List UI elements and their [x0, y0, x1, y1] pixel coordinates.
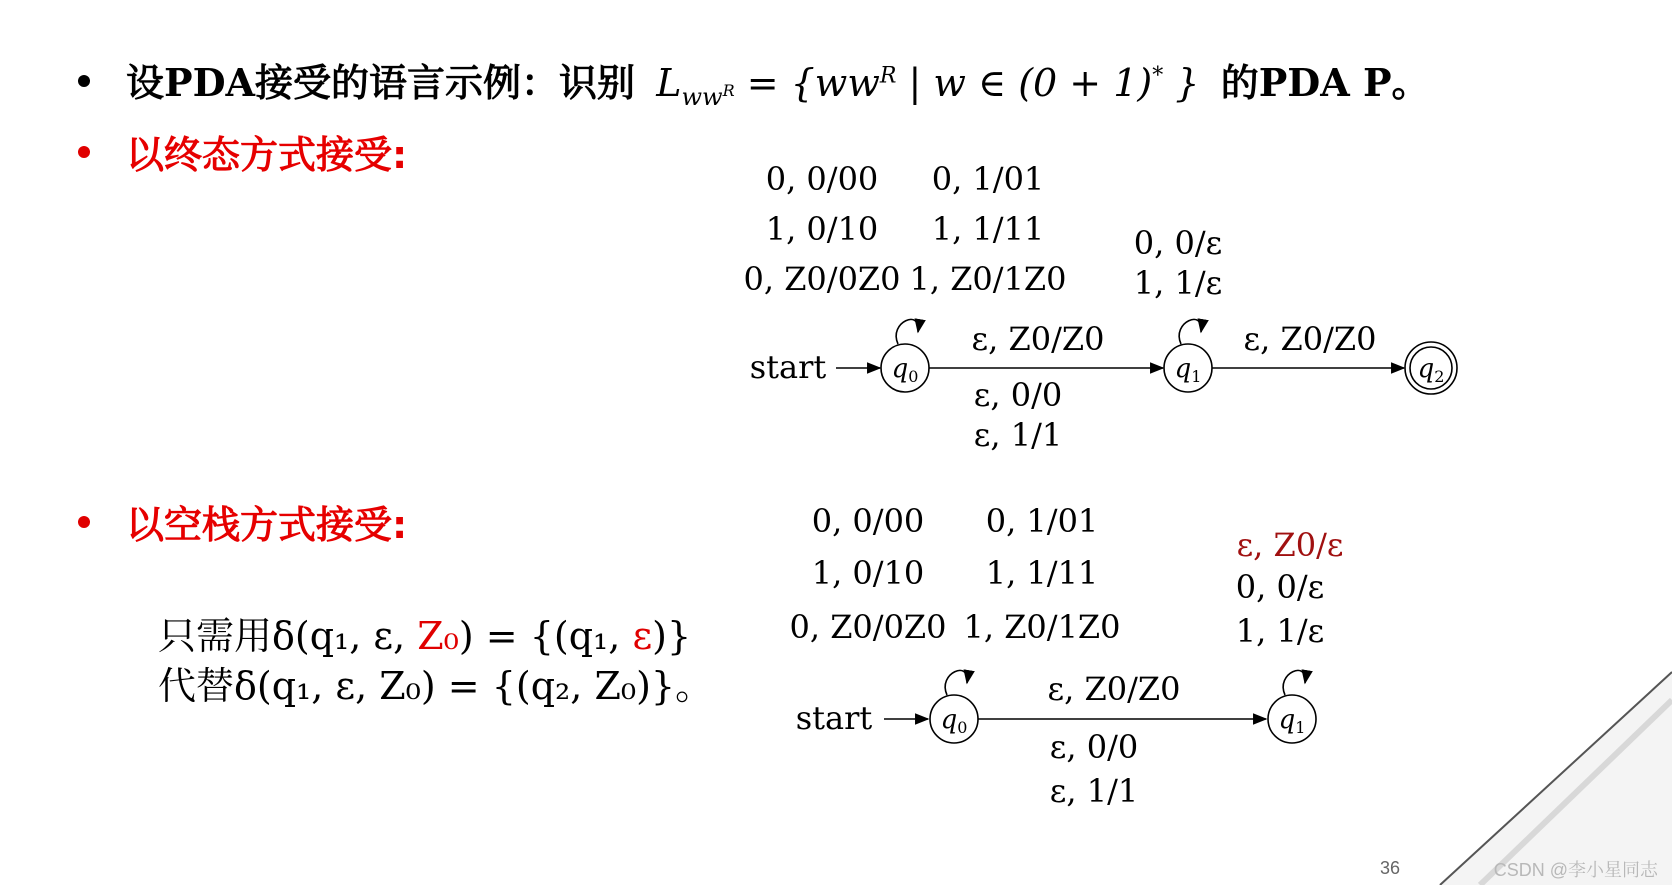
d2-q0-loop-label-1: 0, 0/00 — [811, 502, 925, 540]
d2-q1-loop-highlight-label: ε, Z0/ε — [1236, 526, 1344, 564]
d2-edge-q0q1-below-1: ε, 0/0 — [1049, 728, 1139, 766]
note-line1-mid: ) = {(q₁, — [458, 614, 633, 658]
d1-q0-loop-label-2: 1, 0/10 — [765, 210, 879, 248]
d1-q1-self-loop — [1179, 319, 1201, 344]
note-line-2: 代替δ(q₁, ε, Z₀) = {(q₂, Z₀)}。 — [158, 664, 714, 708]
d2-q1-loop-label-1: 0, 0/ε — [1235, 568, 1325, 606]
d2-q1-self-loop — [1283, 670, 1305, 695]
d1-q0-loop-label-4: 0, 1/01 — [931, 160, 1045, 198]
d1-q1-loop-label-2: 1, 1/ε — [1133, 264, 1223, 302]
d2-edge-q0q1-below-2: ε, 1/1 — [1049, 772, 1139, 810]
title-prefix: 设PDA接受的语言示例：识别 — [126, 60, 636, 105]
d1-q0-loop-label-1: 0, 0/00 — [765, 160, 879, 198]
d2-q0-loop-label-5: 1, 1/11 — [985, 554, 1099, 592]
d2-start-label: start — [795, 699, 873, 737]
d2-q0-loop-label-4: 0, 1/01 — [985, 502, 1099, 540]
d1-q0-loop-label-6: 1, Z0/1Z0 — [909, 260, 1067, 298]
d1-edge-q1q2-above: ε, Z0/Z0 — [1243, 320, 1377, 358]
d2-q0-self-loop — [945, 670, 967, 695]
watermark: CSDN @李小星同志 — [1493, 860, 1658, 880]
d1-state-q2-label: q2 — [1417, 354, 1445, 386]
d2-q0-loop-label-3: 0, Z0/0Z0 — [789, 608, 947, 646]
d1-q0-self-loop — [896, 319, 918, 344]
d1-edge-q0q1-above: ε, Z0/Z0 — [971, 320, 1105, 358]
d2-edge-q0q1-above: ε, Z0/Z0 — [1047, 670, 1181, 708]
d2-q0-loop-label-6: 1, Z0/1Z0 — [963, 608, 1121, 646]
title-math: $L_{ww^R} = \{ww^R$ | w ∈ (0 + 1)* } — [656, 61, 1200, 111]
page-number: 36 — [1380, 858, 1401, 878]
d1-state-q0-label: q0 — [891, 354, 919, 386]
d1-start-label: start — [749, 348, 827, 386]
heading-empty-stack: 以空栈方式接受: — [126, 503, 408, 547]
note-line1-suffix: )} — [652, 614, 692, 658]
note-red-epsilon: ε — [632, 614, 653, 658]
title-suffix: 的PDA P。 — [1220, 60, 1430, 105]
d1-q1-loop-label-1: 0, 0/ε — [1133, 224, 1223, 262]
note-line1-prefix: 只需用δ(q₁, ε, — [158, 614, 418, 658]
d2-q1-loop-label-2: 1, 1/ε — [1235, 612, 1325, 650]
note-red-z0: Z₀ — [417, 614, 459, 658]
d1-q0-loop-label-5: 1, 1/11 — [931, 210, 1045, 248]
d1-state-q1-label: q1 — [1174, 354, 1202, 386]
d1-edge-q0q1-below-2: ε, 1/1 — [973, 416, 1063, 454]
d2-state-q1-label: q1 — [1278, 705, 1306, 737]
heading-final-state: 以终态方式接受: — [126, 133, 408, 177]
d1-q0-loop-label-3: 0, Z0/0Z0 — [743, 260, 901, 298]
d2-state-q0-label: q0 — [940, 705, 968, 737]
d2-q0-loop-label-2: 1, 0/10 — [811, 554, 925, 592]
d1-edge-q0q1-below-1: ε, 0/0 — [973, 376, 1063, 414]
